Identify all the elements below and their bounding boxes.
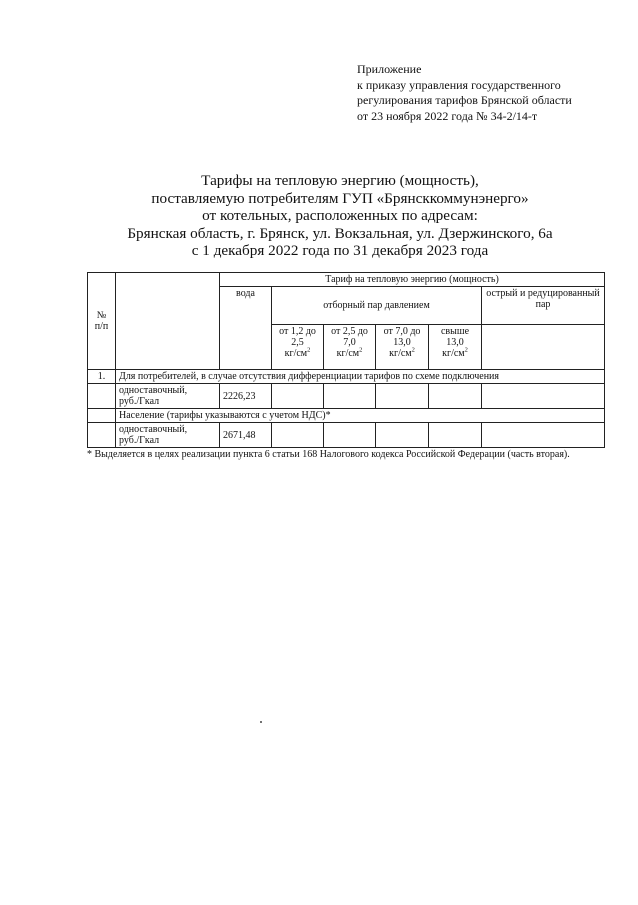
row-2-p2 [324, 423, 376, 448]
table-row [88, 384, 605, 409]
row-2-number [88, 423, 116, 448]
section-2-number [88, 409, 116, 423]
row-1-label-type: одноставочный, [119, 385, 188, 396]
pressure-col-1-unit: $кг/см^2$ [284, 346, 311, 359]
pressure-col-4-value: 13,0 [446, 337, 464, 348]
pressure-col-1-value: 2,5 [291, 337, 304, 348]
sharp-steam-blank [482, 325, 605, 370]
row-2-label-unit: руб./Гкал [119, 435, 160, 446]
row-1-number [88, 384, 116, 409]
title-line-2: поставляемую потребителям ГУП «Брянсккоммунэнерго» [151, 189, 529, 207]
section-2-title: Население (тарифы указываются с учетом НДС)* [116, 409, 605, 423]
row-1-label-unit: руб./Гкал [119, 396, 160, 407]
section-1-title: Для потребителей, в случае отсутствия дифференциации тарифов по схеме подключения [116, 370, 605, 384]
section-1-number: 1. [88, 370, 116, 384]
row-2-label [116, 423, 220, 448]
pressure-col-2-value: 7,0 [343, 337, 356, 348]
header-blank [116, 273, 220, 370]
row-1-p2 [324, 384, 376, 409]
row-2-label-type: одноставочный, [119, 424, 188, 435]
header-selected-steam: отборный пар давлением [272, 287, 482, 325]
row-2-sharp [482, 423, 605, 448]
header-tariff: Тариф на тепловую энергию (мощность) [220, 273, 605, 287]
page-speck [260, 721, 262, 723]
pressure-col-3 [376, 325, 429, 370]
appendix-line-3: регулирования тарифов Брянской области [357, 93, 572, 107]
title-line-4: Брянская область, г. Брянск, ул. Вокзальная, ул. Дзержинского, 6а [127, 224, 553, 242]
row-2-p3 [376, 423, 429, 448]
header-number-symbol: № [96, 310, 107, 321]
pressure-col-1-range: от 1,2 до [279, 326, 316, 337]
row-1-p1 [272, 384, 324, 409]
document-title [60, 172, 620, 260]
row-1-water: 2226,23 [220, 384, 272, 409]
appendix-header [357, 62, 572, 124]
pressure-col-2-unit: $кг/см^2$ [336, 346, 363, 359]
footnote: * Выделяется в целях реализации пункта 6 статьи 168 Налогового кодекса Российской Федерации (часть вторая). [87, 449, 570, 460]
pressure-col-4-range: свыше [440, 326, 470, 337]
pressure-col-4-unit: $кг/см^2$ [442, 346, 468, 359]
row-2-p1 [272, 423, 324, 448]
pressure-col-1 [272, 325, 324, 370]
pressure-col-3-unit: $кг/см^2$ [389, 346, 415, 359]
table-row [88, 423, 605, 448]
title-line-1: Тарифы на тепловую энергию (мощность), [201, 172, 479, 189]
pressure-col-2-range: от 2,5 до [331, 326, 368, 337]
tariff-table [87, 272, 605, 448]
row-1-label [116, 384, 220, 409]
header-number-abbr: п/п [94, 321, 109, 332]
title-line-5: с 1 декабря 2022 года по 31 декабря 2023 года [191, 242, 489, 260]
pressure-col-4 [429, 325, 482, 370]
header-water: вода [220, 287, 272, 370]
header-number [88, 273, 116, 370]
title-line-3: от котельных, расположенных по адресам: [202, 207, 478, 225]
row-2-water: 2671,48 [220, 423, 272, 448]
pressure-col-3-value: 13,0 [393, 337, 411, 348]
appendix-line-1: Приложение [357, 62, 422, 76]
row-1-sharp [482, 384, 605, 409]
row-2-p4 [429, 423, 482, 448]
row-1-p3 [376, 384, 429, 409]
pressure-col-2 [324, 325, 376, 370]
appendix-line-2: к приказу управления государственного [357, 77, 561, 92]
pressure-col-3-range: от 7,0 до [383, 326, 421, 337]
header-sharp-steam: острый и редуцированный пар [482, 287, 605, 325]
row-1-p4 [429, 384, 482, 409]
appendix-line-4: от 23 ноября 2022 года № 34-2/14-т [357, 108, 538, 123]
